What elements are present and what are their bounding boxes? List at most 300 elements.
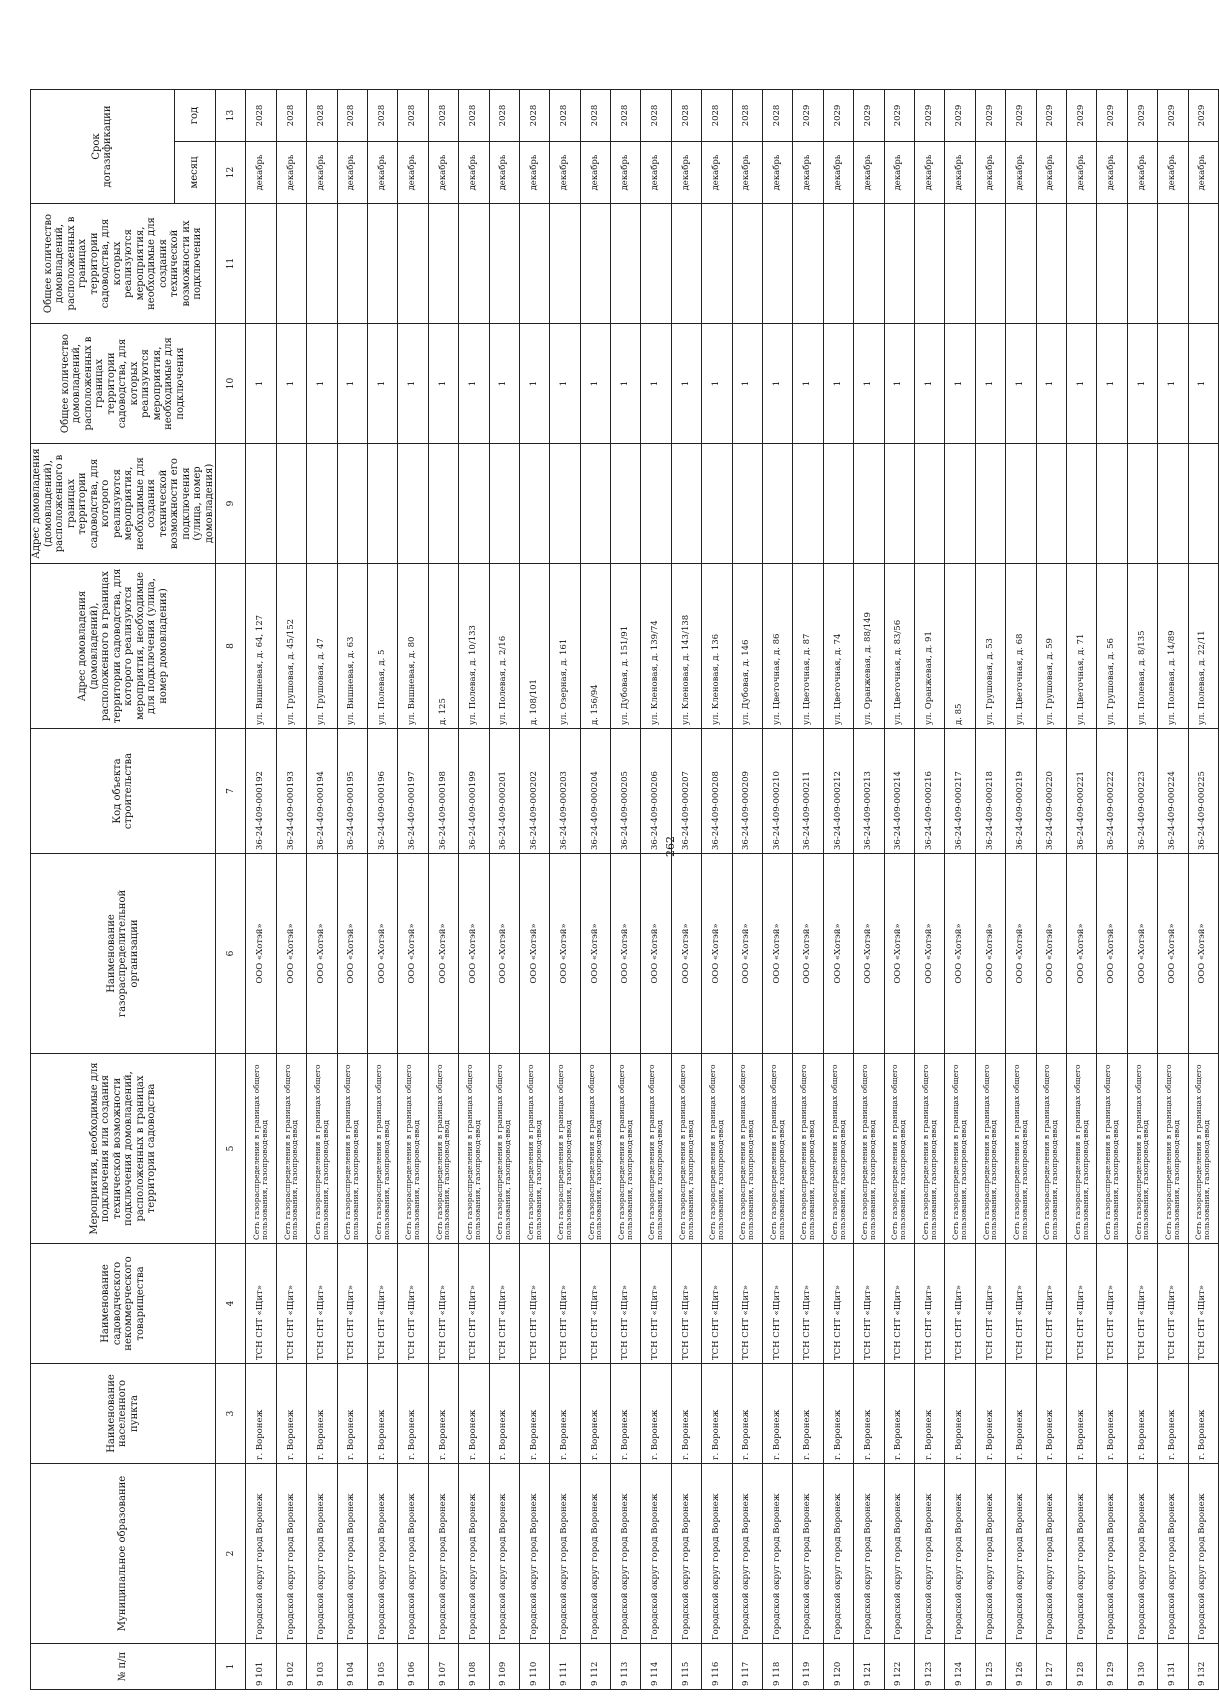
column-number: 4 (216, 1244, 246, 1364)
row-number-cell: 9 126 (1006, 1644, 1036, 1690)
header-count-technical: Общее количество домовладений, расположенных в границах территории садоводства, для которых реализуются мероприятия, необходимые для создания технической возможности их подключения (31, 204, 216, 324)
column-number: 12 (216, 142, 246, 204)
deadline-month-cell: декабрь (1188, 142, 1218, 204)
measure-cell: Сеть газораспределения в границах общего пользования, газопровод-ввод (1036, 1054, 1066, 1244)
table-row (1127, 90, 1157, 1690)
measure-cell: Сеть газораспределения в границах общего пользования, газопровод-ввод (884, 1054, 914, 1244)
row-number-cell: 9 105 (367, 1644, 397, 1690)
object-code-cell: 36-24-409-000224 (1158, 729, 1188, 854)
header-year: год (174, 90, 215, 142)
address-connection-cell: ул. Цветочная, д. 83/56 (884, 564, 914, 729)
object-code-cell: 36-24-409-000206 (641, 729, 671, 854)
deadline-month-cell: декабрь (611, 142, 641, 204)
count-technical-cell (823, 204, 853, 324)
municipality-cell: Городской округ город Воронеж (1127, 1464, 1157, 1644)
settlement-cell: г. Воронеж (671, 1364, 701, 1464)
address-connection-cell: д. 108/101 (519, 564, 549, 729)
address-technical-cell (1158, 444, 1188, 564)
count-connection-cell: 1 (1097, 324, 1127, 444)
count-connection-cell: 1 (1127, 324, 1157, 444)
count-technical-cell (367, 204, 397, 324)
deadline-year-cell: 2029 (975, 90, 1005, 142)
column-number: 5 (216, 1054, 246, 1244)
address-connection-cell: ул. Полевая, д. 22/11 (1188, 564, 1218, 729)
address-technical-cell (1097, 444, 1127, 564)
object-code-cell: 36-24-409-000193 (276, 729, 306, 854)
measure-cell: Сеть газораспределения в границах общего пользования, газопровод-ввод (763, 1054, 793, 1244)
deadline-year-cell: 2029 (884, 90, 914, 142)
count-connection-cell: 1 (793, 324, 823, 444)
gas-org-cell: ООО «Хотэй» (459, 854, 489, 1054)
row-number-cell: 9 110 (519, 1644, 549, 1690)
address-technical-cell (884, 444, 914, 564)
deadline-year-cell: 2028 (276, 90, 306, 142)
municipality-cell: Городской округ город Воронеж (763, 1464, 793, 1644)
deadline-month-cell: декабрь (975, 142, 1005, 204)
row-number-cell: 9 113 (611, 1644, 641, 1690)
deadline-month-cell: декабрь (1036, 142, 1066, 204)
object-code-cell: 36-24-409-000214 (884, 729, 914, 854)
deadline-year-cell: 2029 (1036, 90, 1066, 142)
count-technical-cell (945, 204, 975, 324)
settlement-cell: г. Воронеж (823, 1364, 853, 1464)
settlement-cell: г. Воронеж (1158, 1364, 1188, 1464)
count-technical-cell (1188, 204, 1218, 324)
deadline-year-cell: 2028 (246, 90, 276, 142)
object-code-cell: 36-24-409-000207 (671, 729, 701, 854)
address-technical-cell (763, 444, 793, 564)
address-technical-cell (914, 444, 944, 564)
count-connection-cell: 1 (732, 324, 762, 444)
deadline-month-cell: декабрь (854, 142, 884, 204)
municipality-cell: Городской округ город Воронеж (1188, 1464, 1218, 1644)
gas-org-cell: ООО «Хотэй» (793, 854, 823, 1054)
count-connection-cell: 1 (398, 324, 428, 444)
gas-org-cell: ООО «Хотэй» (580, 854, 610, 1054)
address-technical-cell (641, 444, 671, 564)
measure-cell: Сеть газораспределения в границах общего пользования, газопровод-ввод (398, 1054, 428, 1244)
snt-name-cell: ТСН СНТ «Щит» (519, 1244, 549, 1364)
deadline-year-cell: 2028 (671, 90, 701, 142)
table-row (398, 90, 428, 1690)
count-technical-cell (337, 204, 367, 324)
object-code-cell: 36-24-409-000222 (1097, 729, 1127, 854)
settlement-cell: г. Воронеж (246, 1364, 276, 1464)
deadline-year-cell: 2028 (550, 90, 580, 142)
table-row (823, 90, 853, 1690)
deadline-month-cell: декабрь (914, 142, 944, 204)
address-connection-cell: ул. Вишневая, д. 80 (398, 564, 428, 729)
address-technical-cell (854, 444, 884, 564)
municipality-cell: Городской округ город Воронеж (428, 1464, 458, 1644)
table-row (884, 90, 914, 1690)
row-number-cell: 9 114 (641, 1644, 671, 1690)
count-connection-cell: 1 (702, 324, 732, 444)
address-connection-cell: ул. Полевая, д. 14/89 (1158, 564, 1188, 729)
address-technical-cell (428, 444, 458, 564)
municipality-cell: Городской округ город Воронеж (367, 1464, 397, 1644)
gas-org-cell: ООО «Хотэй» (519, 854, 549, 1054)
snt-name-cell: ТСН СНТ «Щит» (276, 1244, 306, 1364)
gas-org-cell: ООО «Хотэй» (489, 854, 519, 1054)
address-connection-cell: ул. Оранжевая, д. 91 (914, 564, 944, 729)
address-technical-cell (550, 444, 580, 564)
measure-cell: Сеть газораспределения в границах общего пользования, газопровод-ввод (1188, 1054, 1218, 1244)
settlement-cell: г. Воронеж (550, 1364, 580, 1464)
settlement-cell: г. Воронеж (914, 1364, 944, 1464)
count-connection-cell: 1 (671, 324, 701, 444)
address-technical-cell (489, 444, 519, 564)
count-connection-cell: 1 (1188, 324, 1218, 444)
deadline-year-cell: 2029 (793, 90, 823, 142)
count-connection-cell: 1 (1036, 324, 1066, 444)
count-technical-cell (854, 204, 884, 324)
municipality-cell: Городской округ город Воронеж (337, 1464, 367, 1644)
municipality-cell: Городской округ город Воронеж (611, 1464, 641, 1644)
settlement-cell: г. Воронеж (1006, 1364, 1036, 1464)
measure-cell: Сеть газораспределения в границах общего пользования, газопровод-ввод (732, 1054, 762, 1244)
deadline-year-cell: 2028 (307, 90, 337, 142)
object-code-cell: 36-24-409-000218 (975, 729, 1005, 854)
municipality-cell: Городской округ город Воронеж (884, 1464, 914, 1644)
deadline-year-cell: 2029 (854, 90, 884, 142)
object-code-cell: 36-24-409-000217 (945, 729, 975, 854)
address-connection-cell: ул. Цветочная, д. 74 (823, 564, 853, 729)
deadline-month-cell: декабрь (702, 142, 732, 204)
table-header (31, 90, 216, 1690)
address-technical-cell (367, 444, 397, 564)
row-number-cell: 9 117 (732, 1644, 762, 1690)
municipality-cell: Городской округ город Воронеж (1097, 1464, 1127, 1644)
deadline-month-cell: декабрь (1158, 142, 1188, 204)
municipality-cell: Городской округ город Воронеж (276, 1464, 306, 1644)
snt-name-cell: ТСН СНТ «Щит» (945, 1244, 975, 1364)
object-code-cell: 36-24-409-000213 (854, 729, 884, 854)
snt-name-cell: ТСН СНТ «Щит» (428, 1244, 458, 1364)
table-row (550, 90, 580, 1690)
deadline-month-cell: декабрь (1127, 142, 1157, 204)
address-technical-cell (975, 444, 1005, 564)
count-connection-cell: 1 (459, 324, 489, 444)
deadline-month-cell: декабрь (276, 142, 306, 204)
deadline-year-cell: 2028 (428, 90, 458, 142)
address-connection-cell: ул. Грушовая, д. 53 (975, 564, 1005, 729)
count-technical-cell (459, 204, 489, 324)
table-row (732, 90, 762, 1690)
address-connection-cell: ул. Озерная, д. 161 (550, 564, 580, 729)
header-deadline: Срок догазификации (31, 90, 175, 204)
count-connection-cell: 1 (519, 324, 549, 444)
snt-name-cell: ТСН СНТ «Щит» (580, 1244, 610, 1364)
table-row (246, 90, 276, 1690)
object-code-cell: 36-24-409-000216 (914, 729, 944, 854)
settlement-cell: г. Воронеж (854, 1364, 884, 1464)
municipality-cell: Городской округ город Воронеж (914, 1464, 944, 1644)
address-connection-cell: ул. Дубовая, д. 146 (732, 564, 762, 729)
header-measures: Мероприятия, необходимые для подключения или создания технической возможности подключения домовладений, расположенных в границах территории садоводства (31, 1054, 216, 1244)
column-number: 9 (216, 444, 246, 564)
gas-org-cell: ООО «Хотэй» (945, 854, 975, 1054)
gas-org-cell: ООО «Хотэй» (975, 854, 1005, 1054)
column-number-row (216, 90, 246, 1690)
column-number: 2 (216, 1464, 246, 1644)
count-connection-cell: 1 (975, 324, 1005, 444)
deadline-month-cell: декабрь (459, 142, 489, 204)
deadline-year-cell: 2029 (1006, 90, 1036, 142)
object-code-cell: 36-24-409-000209 (732, 729, 762, 854)
municipality-cell: Городской округ город Воронеж (1036, 1464, 1066, 1644)
snt-name-cell: ТСН СНТ «Щит» (914, 1244, 944, 1364)
snt-name-cell: ТСН СНТ «Щит» (307, 1244, 337, 1364)
address-connection-cell: ул. Цветочная, д. 87 (793, 564, 823, 729)
gas-org-cell: ООО «Хотэй» (671, 854, 701, 1054)
count-technical-cell (307, 204, 337, 324)
row-number-cell: 9 132 (1188, 1644, 1218, 1690)
measure-cell: Сеть газораспределения в границах общего пользования, газопровод-ввод (1006, 1054, 1036, 1244)
settlement-cell: г. Воронеж (459, 1364, 489, 1464)
row-number-cell: 9 109 (489, 1644, 519, 1690)
snt-name-cell: ТСН СНТ «Щит» (702, 1244, 732, 1364)
measure-cell: Сеть газораспределения в границах общего пользования, газопровод-ввод (580, 1054, 610, 1244)
count-connection-cell: 1 (641, 324, 671, 444)
object-code-cell: 36-24-409-000223 (1127, 729, 1157, 854)
gas-org-cell: ООО «Хотэй» (1066, 854, 1096, 1054)
object-code-cell: 36-24-409-000205 (611, 729, 641, 854)
snt-name-cell: ТСН СНТ «Щит» (246, 1244, 276, 1364)
settlement-cell: г. Воронеж (519, 1364, 549, 1464)
measure-cell: Сеть газораспределения в границах общего пользования, газопровод-ввод (1066, 1054, 1096, 1244)
row-number-cell: 9 119 (793, 1644, 823, 1690)
address-connection-cell: ул. Кленовая, д. 136 (702, 564, 732, 729)
address-technical-cell (793, 444, 823, 564)
deadline-month-cell: декабрь (884, 142, 914, 204)
column-number: 6 (216, 854, 246, 1054)
address-connection-cell: д. 85 (945, 564, 975, 729)
count-connection-cell: 1 (1066, 324, 1096, 444)
address-connection-cell: ул. Полевая, д. 2/16 (489, 564, 519, 729)
count-connection-cell: 1 (307, 324, 337, 444)
settlement-cell: г. Воронеж (580, 1364, 610, 1464)
object-code-cell: 36-24-409-000219 (1006, 729, 1036, 854)
snt-name-cell: ТСН СНТ «Щит» (1188, 1244, 1218, 1364)
count-connection-cell: 1 (1006, 324, 1036, 444)
table-row (611, 90, 641, 1690)
count-connection-cell: 1 (823, 324, 853, 444)
count-connection-cell: 1 (580, 324, 610, 444)
row-number-cell: 9 103 (307, 1644, 337, 1690)
count-technical-cell (1006, 204, 1036, 324)
address-connection-cell: ул. Грушовая, д. 59 (1036, 564, 1066, 729)
deadline-year-cell: 2028 (732, 90, 762, 142)
measure-cell: Сеть газораспределения в границах общего пользования, газопровод-ввод (337, 1054, 367, 1244)
table-row (793, 90, 823, 1690)
settlement-cell: г. Воронеж (1188, 1364, 1218, 1464)
snt-name-cell: ТСН СНТ «Щит» (367, 1244, 397, 1364)
snt-name-cell: ТСН СНТ «Щит» (975, 1244, 1005, 1364)
address-technical-cell (702, 444, 732, 564)
object-code-cell: 36-24-409-000192 (246, 729, 276, 854)
address-connection-cell: д. 156/94 (580, 564, 610, 729)
address-connection-cell: ул. Полевая, д. 5 (367, 564, 397, 729)
object-code-cell: 36-24-409-000196 (367, 729, 397, 854)
count-technical-cell (428, 204, 458, 324)
measure-cell: Сеть газораспределения в границах общего пользования, газопровод-ввод (519, 1054, 549, 1244)
object-code-cell: 36-24-409-000210 (763, 729, 793, 854)
count-connection-cell: 1 (489, 324, 519, 444)
measure-cell: Сеть газораспределения в границах общего пользования, газопровод-ввод (489, 1054, 519, 1244)
deadline-month-cell: декабрь (763, 142, 793, 204)
header-address-technical: Адрес домовладения (домовладений), расположенного в границах территории садоводства, для которого реализуются мероприятия, необходимые для создания технической возможности его подключения (улица, номер домовладения) (31, 444, 216, 564)
count-connection-cell: 1 (914, 324, 944, 444)
settlement-cell: г. Воронеж (428, 1364, 458, 1464)
snt-name-cell: ТСН СНТ «Щит» (1036, 1244, 1066, 1364)
column-number: 7 (216, 729, 246, 854)
snt-name-cell: ТСН СНТ «Щит» (611, 1244, 641, 1364)
table-row (367, 90, 397, 1690)
object-code-cell: 36-24-409-000197 (398, 729, 428, 854)
gas-org-cell: ООО «Хотэй» (763, 854, 793, 1054)
address-technical-cell (1188, 444, 1218, 564)
municipality-cell: Городской округ город Воронеж (1066, 1464, 1096, 1644)
deadline-year-cell: 2029 (1188, 90, 1218, 142)
measure-cell: Сеть газораспределения в границах общего пользования, газопровод-ввод (671, 1054, 701, 1244)
count-technical-cell (732, 204, 762, 324)
row-number-cell: 9 122 (884, 1644, 914, 1690)
object-code-cell: 36-24-409-000198 (428, 729, 458, 854)
measure-cell: Сеть газораспределения в границах общего пользования, газопровод-ввод (793, 1054, 823, 1244)
address-connection-cell: ул. Кленовая, д. 143/138 (671, 564, 701, 729)
address-connection-cell: ул. Грушовая, д. 47 (307, 564, 337, 729)
deadline-month-cell: декабрь (1097, 142, 1127, 204)
deadline-month-cell: декабрь (732, 142, 762, 204)
object-code-cell: 36-24-409-000204 (580, 729, 610, 854)
municipality-cell: Городской округ город Воронеж (1006, 1464, 1036, 1644)
municipality-cell: Городской округ город Воронеж (641, 1464, 671, 1644)
row-number-cell: 9 102 (276, 1644, 306, 1690)
table-row (945, 90, 975, 1690)
settlement-cell: г. Воронеж (732, 1364, 762, 1464)
measure-cell: Сеть газораспределения в границах общего пользования, газопровод-ввод (459, 1054, 489, 1244)
address-technical-cell (1066, 444, 1096, 564)
header-count-connection: Общее количество домовладений, расположенных в границах территории садоводства, для которых реализуются мероприятия, необходимые для подключения (31, 324, 216, 444)
count-connection-cell: 1 (367, 324, 397, 444)
deadline-month-cell: декабрь (337, 142, 367, 204)
table-row (519, 90, 549, 1690)
address-connection-cell: ул. Вишневая, д. 63 (337, 564, 367, 729)
settlement-cell: г. Воронеж (367, 1364, 397, 1464)
count-connection-cell: 1 (611, 324, 641, 444)
measure-cell: Сеть газораспределения в границах общего пользования, газопровод-ввод (1097, 1054, 1127, 1244)
column-number: 8 (216, 564, 246, 729)
column-number: 10 (216, 324, 246, 444)
settlement-cell: г. Воронеж (884, 1364, 914, 1464)
address-connection-cell: ул. Вишневая, д. 64, 127 (246, 564, 276, 729)
row-number-cell: 9 131 (1158, 1644, 1188, 1690)
address-technical-cell (246, 444, 276, 564)
municipality-cell: Городской округ город Воронеж (702, 1464, 732, 1644)
municipality-cell: Городской округ город Воронеж (519, 1464, 549, 1644)
object-code-cell: 36-24-409-000225 (1188, 729, 1218, 854)
row-number-cell: 9 125 (975, 1644, 1005, 1690)
row-number-cell: 9 107 (428, 1644, 458, 1690)
snt-name-cell: ТСН СНТ «Щит» (1158, 1244, 1188, 1364)
address-connection-cell: ул. Цветочная, д. 71 (1066, 564, 1096, 729)
address-connection-cell: д. 125 (428, 564, 458, 729)
gas-org-cell: ООО «Хотэй» (1188, 854, 1218, 1054)
deadline-year-cell: 2028 (519, 90, 549, 142)
settlement-cell: г. Воронеж (793, 1364, 823, 1464)
municipality-cell: Городской округ город Воронеж (854, 1464, 884, 1644)
row-number-cell: 9 104 (337, 1644, 367, 1690)
measure-cell: Сеть газораспределения в границах общего пользования, газопровод-ввод (914, 1054, 944, 1244)
deadline-month-cell: декабрь (793, 142, 823, 204)
address-technical-cell (337, 444, 367, 564)
row-number-cell: 9 121 (854, 1644, 884, 1690)
header-municipality: Муниципальное образование (31, 1464, 216, 1644)
measure-cell: Сеть газораспределения в границах общего пользования, газопровод-ввод (367, 1054, 397, 1244)
gas-org-cell: ООО «Хотэй» (246, 854, 276, 1054)
table-row (914, 90, 944, 1690)
address-technical-cell (1036, 444, 1066, 564)
address-technical-cell (276, 444, 306, 564)
snt-name-cell: ТСН СНТ «Щит» (793, 1244, 823, 1364)
address-connection-cell: ул. Дубовая, д. 151/91 (611, 564, 641, 729)
measure-cell: Сеть газораспределения в границах общего пользования, газопровод-ввод (276, 1054, 306, 1244)
snt-name-cell: ТСН СНТ «Щит» (1066, 1244, 1096, 1364)
row-number-cell: 9 129 (1097, 1644, 1127, 1690)
gas-org-cell: ООО «Хотэй» (1127, 854, 1157, 1054)
table-row (854, 90, 884, 1690)
deadline-year-cell: 2029 (823, 90, 853, 142)
municipality-cell: Городской округ город Воронеж (489, 1464, 519, 1644)
deadline-month-cell: декабрь (307, 142, 337, 204)
count-technical-cell (489, 204, 519, 324)
settlement-cell: г. Воронеж (489, 1364, 519, 1464)
settlement-cell: г. Воронеж (1127, 1364, 1157, 1464)
deadline-month-cell: декабрь (1006, 142, 1036, 204)
table-body (216, 90, 1219, 1690)
gas-org-cell: ООО «Хотэй» (276, 854, 306, 1054)
address-technical-cell (307, 444, 337, 564)
address-connection-cell: ул. Кленовая, д. 139/74 (641, 564, 671, 729)
snt-name-cell: ТСН СНТ «Щит» (763, 1244, 793, 1364)
table-row (459, 90, 489, 1690)
deadline-year-cell: 2028 (763, 90, 793, 142)
settlement-cell: г. Воронеж (611, 1364, 641, 1464)
count-technical-cell (702, 204, 732, 324)
row-number-cell: 9 128 (1066, 1644, 1096, 1690)
table-row (307, 90, 337, 1690)
address-technical-cell (580, 444, 610, 564)
header-settlement: Наименование населенного пункта (31, 1364, 216, 1464)
gas-org-cell: ООО «Хотэй» (1006, 854, 1036, 1054)
municipality-cell: Городской округ город Воронеж (793, 1464, 823, 1644)
document-sheet (30, 90, 1212, 1690)
deadline-month-cell: декабрь (580, 142, 610, 204)
address-technical-cell (1006, 444, 1036, 564)
municipality-cell: Городской округ город Воронеж (975, 1464, 1005, 1644)
gas-org-cell: ООО «Хотэй» (1158, 854, 1188, 1054)
count-technical-cell (914, 204, 944, 324)
gasification-table (30, 89, 1219, 1690)
settlement-cell: г. Воронеж (945, 1364, 975, 1464)
count-technical-cell (1097, 204, 1127, 324)
deadline-month-cell: декабрь (671, 142, 701, 204)
municipality-cell: Городской округ город Воронеж (550, 1464, 580, 1644)
deadline-year-cell: 2029 (1066, 90, 1096, 142)
table-row (1188, 90, 1218, 1690)
gas-org-cell: ООО «Хотэй» (884, 854, 914, 1054)
